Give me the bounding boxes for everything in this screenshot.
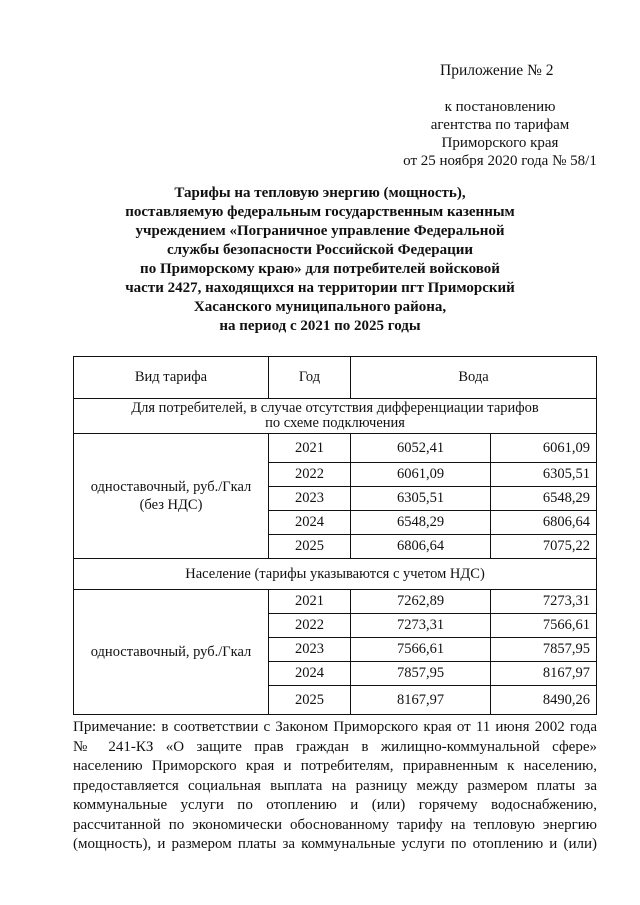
title-line: по Приморскому краю» для потребителей войсковой [140,261,500,277]
title-line: службы безопасности Российской Федерации [166,242,474,258]
group-heading [74,399,597,434]
note-paragraph [73,718,597,855]
value-cell: 6061,09 [351,463,491,487]
value-cell: 7566,61 [351,638,491,662]
value-cell: 6305,51 [351,487,491,511]
note-line: населению Приморского края и потребителям, приравненным к населению, [73,758,597,774]
tariff-kind-line: одноставочный, руб./Гкал [90,644,252,660]
group-heading: Население (тарифы указываются с учетом НДС) [74,559,597,590]
value-cell: 6548,29 [491,487,597,511]
title-line: Тарифы на тепловую энергию (мощность), [174,185,466,201]
group-heading-row [74,559,597,590]
year-cell: 2022 [269,463,351,487]
value-cell: 6305,51 [491,463,597,487]
value-cell: 6806,64 [491,511,597,535]
value-cell: 7566,61 [491,614,597,638]
year-cell: 2023 [269,638,351,662]
note-line: коммунальные услуги по отоплению и (или) горячему водоснабжению, [73,797,597,813]
value-cell: 7857,95 [351,662,491,686]
note-line: рассчитанной по экономически обоснованному тарифу на тепловую энергию [73,816,597,833]
year-cell: 2021 [269,590,351,614]
document-title [60,184,580,336]
header-water: Вода [351,357,597,399]
annex-ref-line: агентства по тарифам [430,117,570,133]
table-row [74,590,597,614]
value-cell: 7273,31 [351,614,491,638]
note-line: предоставляется социальная выплата на разницу между размером платы за [73,777,597,794]
value-cell: 8167,97 [491,662,597,686]
value-cell: 7075,22 [491,535,597,559]
year-cell: 2025 [269,686,351,715]
tariff-kind-cell [74,434,269,559]
year-cell: 2024 [269,662,351,686]
year-cell: 2022 [269,614,351,638]
note-line: Примечание: в соответствии с Законом Приморского края от 11 июня 2002 года [73,719,597,735]
group-heading-row [74,399,597,434]
year-cell: 2023 [269,487,351,511]
title-line: учреждением «Пограничное управление Федеральной [135,223,505,239]
annex-ref-line: Приморского края [441,135,559,151]
annex-title: Приложение № 2 [440,62,554,79]
header-tariff-kind: Вид тарифа [74,357,269,399]
title-line: части 2427, находящихся на территории пгт Приморский [125,280,515,296]
value-cell: 6061,09 [491,434,597,463]
note-line: № 241-КЗ «О защите прав граждан в жилищно-коммунальной сфере» [73,738,597,755]
tariff-kind-cell [74,590,269,715]
annex-ref-line: от 25 ноября 2020 года № 58/1 [403,153,597,169]
group-heading-line: Для потребителей, в случае отсутствия дифференциации тарифов [131,400,539,416]
value-cell: 7273,31 [491,590,597,614]
annex-reference [395,98,605,170]
table-row [74,434,597,463]
year-cell: 2025 [269,535,351,559]
tariff-kind-line: одноставочный, руб./Гкал [90,479,252,495]
value-cell: 8167,97 [351,686,491,715]
year-cell: 2024 [269,511,351,535]
value-cell: 7857,95 [491,638,597,662]
value-cell: 7262,89 [351,590,491,614]
value-cell: 8490,26 [491,686,597,715]
title-line: Хасанского муниципального района, [193,299,447,315]
note-line: (мощность), и размером платы за коммунальные услуги по отоплению и (или) [73,836,597,852]
tariff-kind-line: (без НДС) [139,497,203,513]
table-header-row [74,357,597,399]
title-line: на период с 2021 по 2025 годы [219,318,421,334]
group-heading-line: по схеме подключения [265,415,405,431]
year-cell: 2021 [269,434,351,463]
title-line: поставляемую федеральным государственным казенным [125,204,515,220]
annex-ref-line: к постановлению [444,99,556,115]
header-year: Год [269,357,351,399]
value-cell: 6548,29 [351,511,491,535]
value-cell: 6806,64 [351,535,491,559]
value-cell: 6052,41 [351,434,491,463]
tariff-table [73,356,597,715]
